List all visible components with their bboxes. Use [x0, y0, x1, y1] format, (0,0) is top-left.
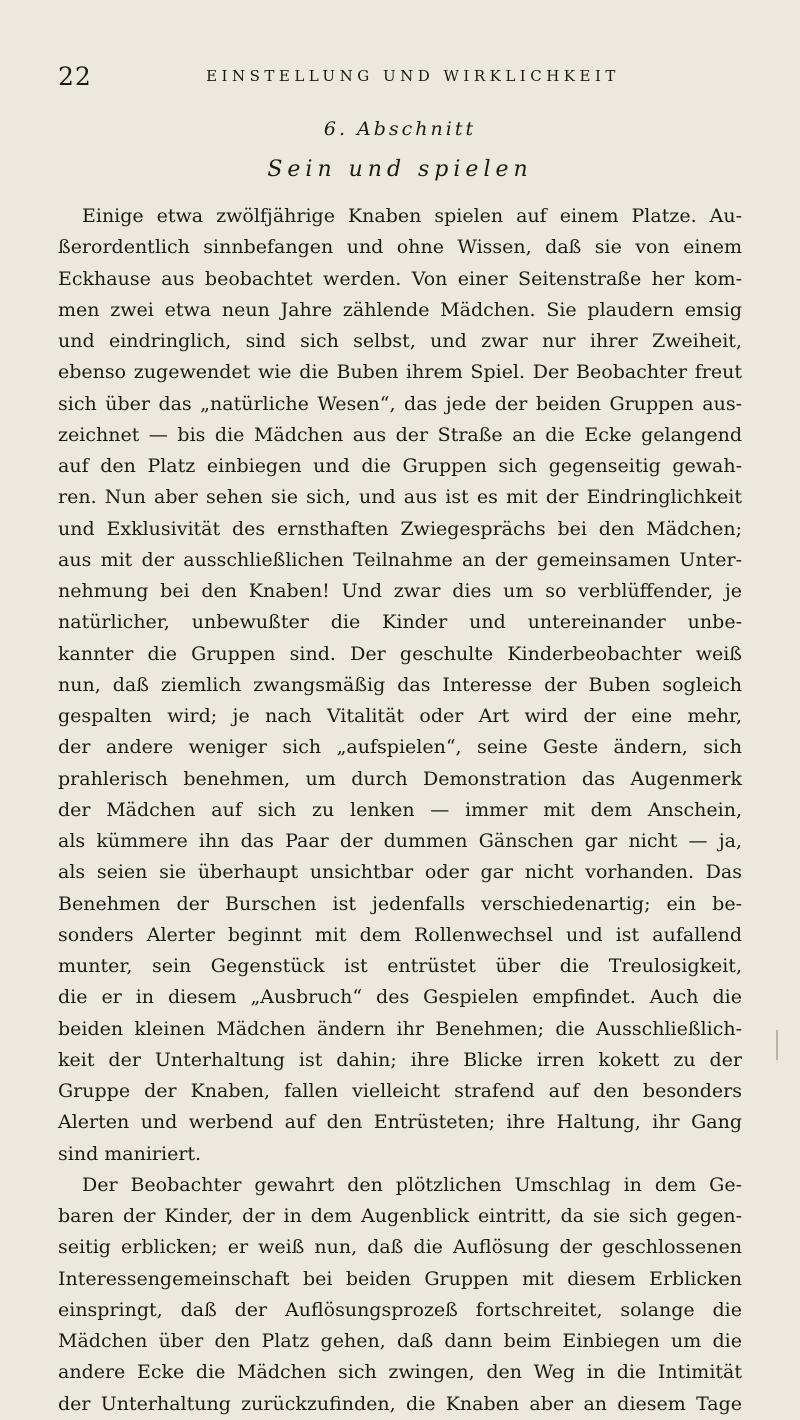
text-line: baren der Kinder, der in dem Augenblick eintritt, da sie sich gegen-: [58, 1205, 742, 1227]
text-line: munter, sein Gegenstück ist entrüstet über die Treulosigkeit,: [58, 955, 742, 977]
text-line: gespalten wird; je nach Vitalität oder Art wird der eine mehr,: [58, 705, 742, 727]
text-line: einspringt, daß der Auflösungsprozeß fortschreitet, solange die: [58, 1298, 742, 1321]
running-title: EINSTELLUNG UND WIRKLICHKEIT: [206, 67, 620, 85]
text-line: als kümmere ihn das Paar der dummen Gänschen gar nicht — ja,: [58, 830, 742, 852]
running-header: [58, 62, 738, 94]
text-line: kannter die Gruppen sind. Der geschulte Kinderbeobachter weiß: [58, 642, 742, 665]
text-line: Einige etwa zwölfjährige Knaben spielen auf einem Platze. Au-: [82, 205, 742, 227]
text-line: auf den Platz einbiegen und die Gruppen sich gegenseitig gewah-: [58, 455, 742, 477]
text-line: sonders Alerter beginnt mit dem Rollenwechsel und ist aufallend: [58, 923, 742, 946]
text-line: beiden kleinen Mädchen ändern ihr Benehmen; die Ausschließlich-: [58, 1017, 742, 1040]
text-line: Der Beobachter gewahrt den plötzlichen Umschlag in dem Ge-: [82, 1173, 742, 1196]
text-line: zeichnet — bis die Mädchen aus der Straße an die Ecke gelangend: [58, 423, 742, 446]
text-line: aus mit der ausschließlichen Teilnahme an der gemeinsamen Unter-: [58, 548, 742, 571]
text-line: ebenso zugewendet wie die Buben ihrem Spiel. Der Beobachter freut: [58, 361, 742, 384]
section-label: 6. Abschnitt: [323, 118, 477, 140]
text-line: der Unterhaltung zurückzufinden, die Knaben aber an diesem Tage: [58, 1392, 742, 1415]
text-line: Gruppe der Knaben, fallen vielleicht strafend auf den besonders: [58, 1080, 742, 1102]
text-line: als seien sie überhaupt unsichtbar oder gar nicht vorhanden. Das: [58, 861, 742, 884]
margin-mark: [776, 1030, 778, 1060]
text-line: keit der Unterhaltung ist dahin; ihre Blicke irren kokett zu der: [58, 1048, 742, 1071]
text-line: der andere weniger sich „aufspielen“, seine Geste ändern, sich: [58, 736, 742, 759]
body-text: [58, 201, 742, 1420]
text-line: die er in diesem „Ausbruch“ des Gespielen empfindet. Auch die: [58, 986, 742, 1009]
text-line: sich über das „natürliche Wesen“, das jede der beiden Gruppen aus-: [58, 392, 742, 415]
text-line: seitig erblicken; er weiß nun, daß die Auflösung der geschlossenen: [58, 1236, 742, 1259]
text-line: Mädchen über den Platz gehen, daß dann beim Einbiegen um die: [58, 1330, 742, 1352]
text-line: und Exklusivität des ernsthaften Zwiegesprächs bei den Mädchen;: [58, 517, 742, 540]
text-line: natürlicher, unbewußter die Kinder und untereinander unbe-: [58, 611, 742, 634]
text-line: Benehmen der Burschen ist jedenfalls verschiedenartig; ein be-: [58, 892, 742, 915]
section-title: Sein und spielen: [267, 157, 533, 182]
text-line: prahlerisch benehmen, um durch Demonstration das Augenmerk: [58, 767, 742, 790]
text-line: Eckhause aus beobachtet werden. Von einer Seitenstraße her kom-: [58, 267, 742, 290]
text-line: sind maniriert.: [58, 1142, 202, 1165]
text-line: nehmung bei den Knaben! Und zwar dies um so verblüffender, je: [58, 580, 742, 602]
text-line: der Mädchen auf sich zu lenken — immer mit dem Anschein,: [58, 798, 742, 821]
text-line: Interessengemeinschaft bei beiden Gruppen mit diesem Erblicken: [58, 1267, 742, 1290]
text-line: ßerordentlich sinnbefangen und ohne Wissen, daß sie von einem: [58, 236, 742, 259]
text-line: Alerten und werbend auf den Entrüsteten; ihre Haltung, ihr Gang: [58, 1111, 742, 1134]
page-number: 22: [58, 62, 92, 91]
text-line: und eindringlich, sind sich selbst, und zwar nur ihrer Zweiheit,: [58, 330, 742, 352]
text-line: andere Ecke die Mädchen sich zwingen, den Weg in die Intimität: [58, 1361, 742, 1384]
text-line: nun, daß ziemlich zwangsmäßig das Interesse der Buben sogleich: [58, 673, 742, 696]
text-line: ren. Nun aber sehen sie sich, und aus ist es mit der Eindringlichkeit: [58, 486, 742, 509]
text-line: men zwei etwa neun Jahre zählende Mädchen. Sie plaudern emsig: [58, 298, 742, 321]
